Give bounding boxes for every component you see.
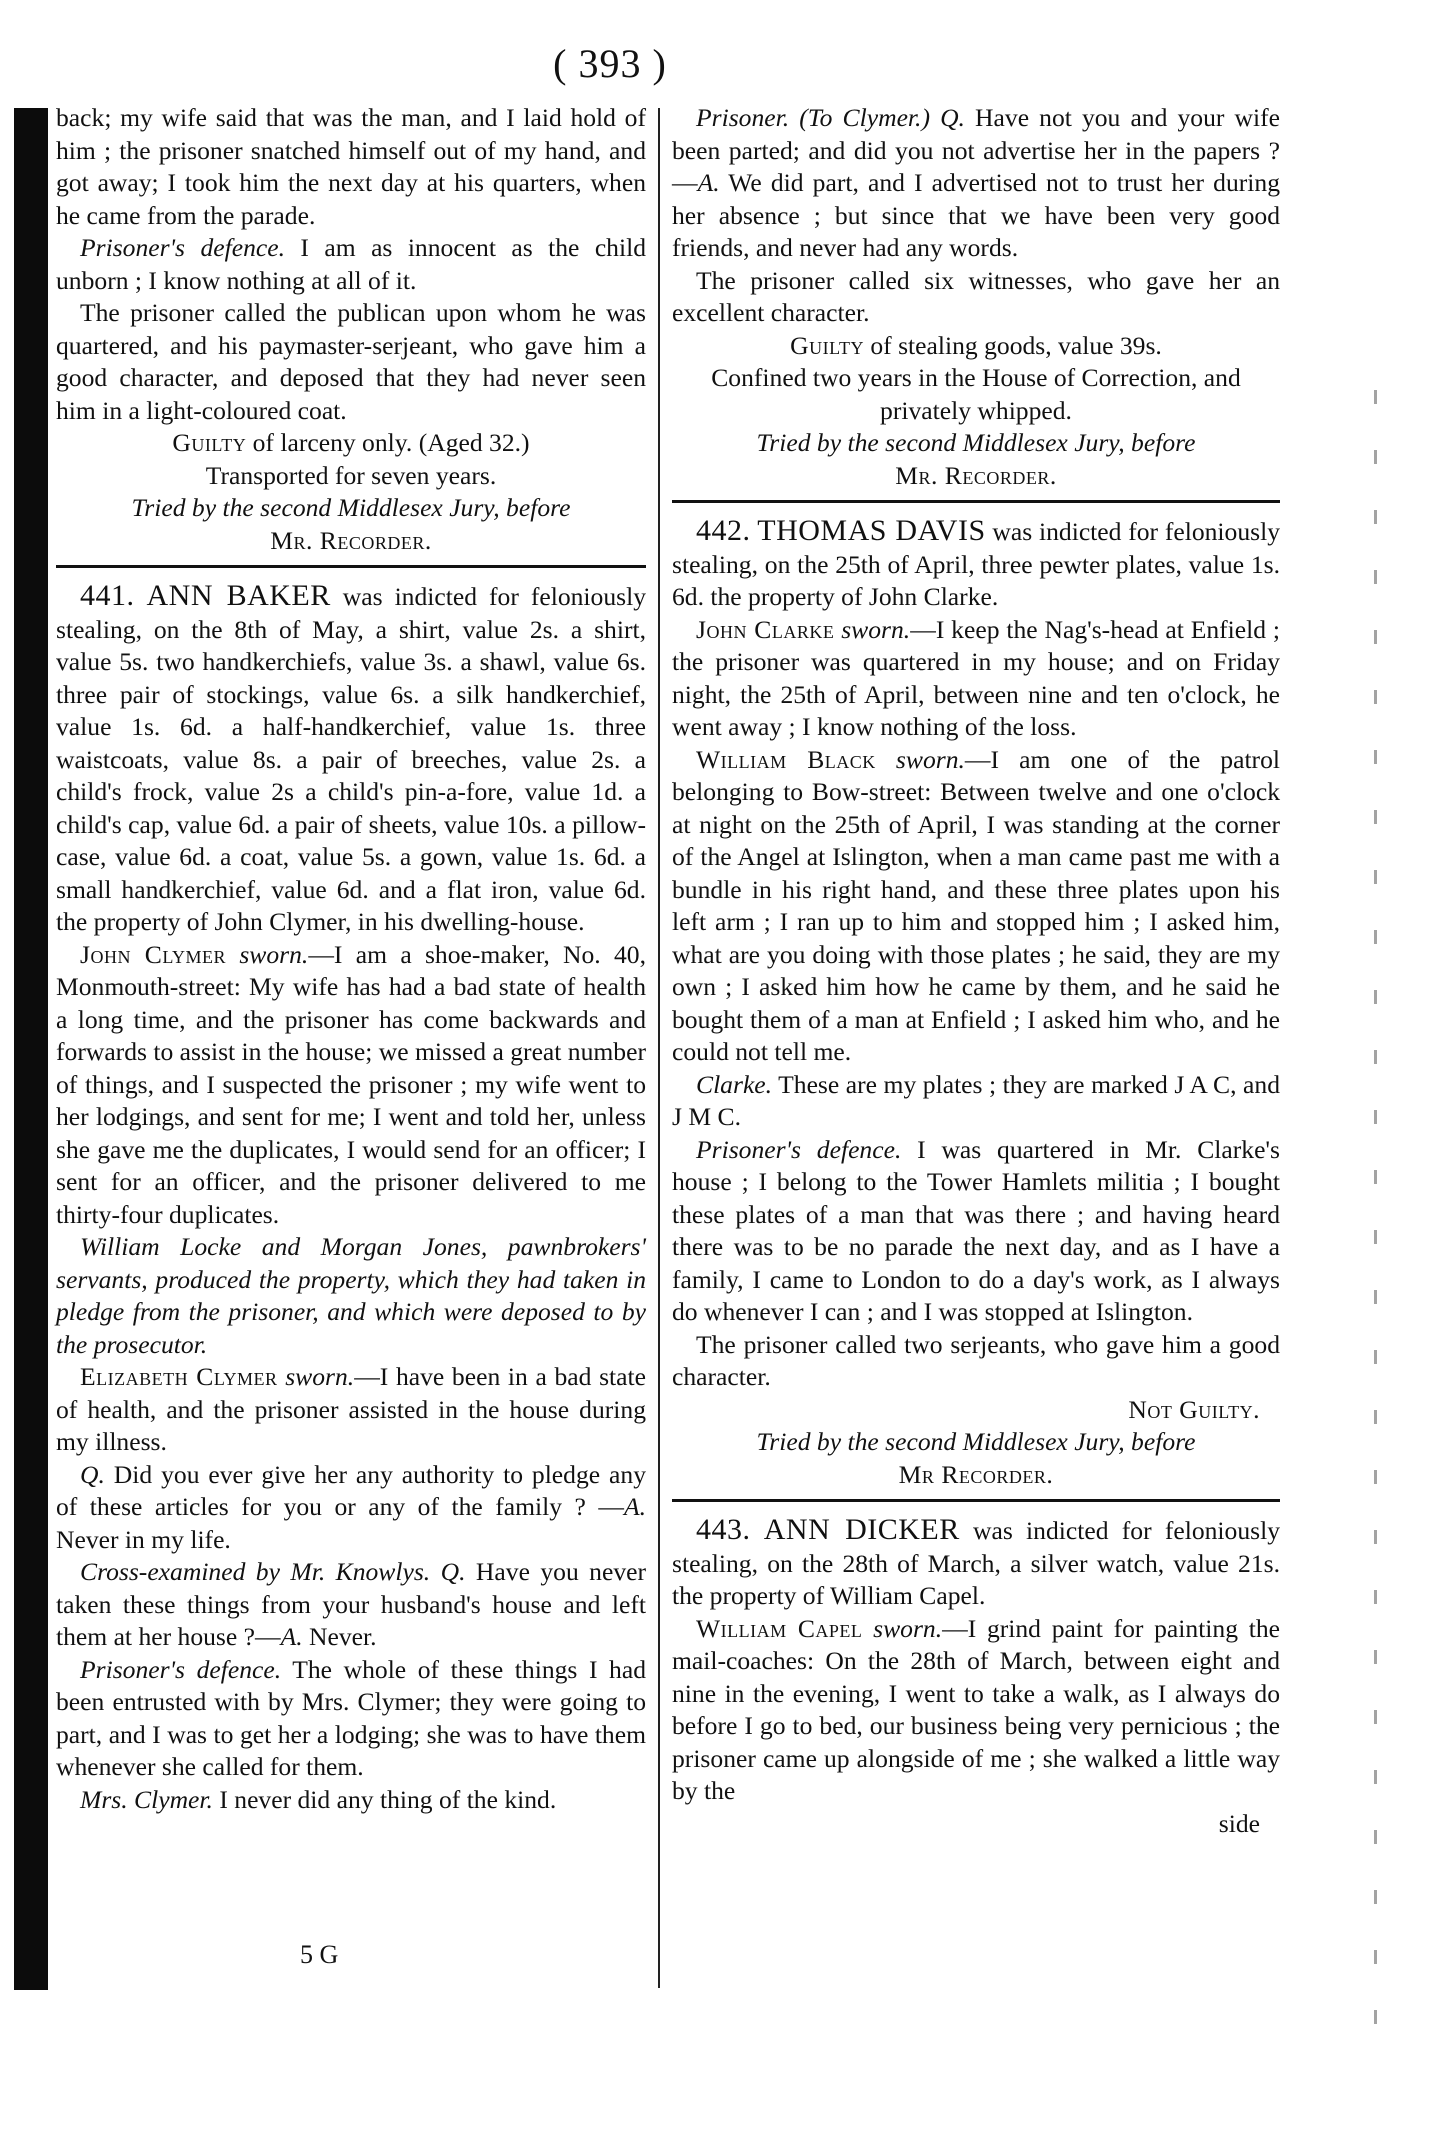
cross-examination <box>56 1556 646 1654</box>
a: A. <box>697 168 720 197</box>
prisoner-defence <box>672 1134 1280 1329</box>
sworn: sworn. <box>862 1613 943 1643</box>
answer: Never in my life. <box>56 1524 231 1554</box>
case-number: 443. <box>696 1513 751 1546</box>
case-441 <box>56 580 646 939</box>
answer: Never. <box>302 1622 377 1651</box>
text: I never did any thing of the kind. <box>212 1784 557 1814</box>
sworn: sworn. <box>875 744 965 774</box>
label: Prisoner's defence. <box>80 1654 282 1684</box>
text: —I am one of the patrol belonging to Bow-street: Between twelve and one o'clock at night on the 25th of April, I was standing at the corner of the Angel at Islington, when a man came past me with a bundle in his right hand, and these three plates upon his left arm ; I ran up to him and stopped him ; I asked him, what are you doing with those plates ; he said, they are my own ; I asked him how he came by them, and he said he bought them of a man at Enfield ; I asked him who, and he could not tell me. <box>672 744 1280 1066</box>
sworn: sworn. <box>226 939 309 969</box>
verdict-detail: of stealing goods, value 39s. <box>863 330 1162 360</box>
examination <box>672 102 1280 265</box>
statement <box>672 1069 1280 1134</box>
left-column <box>56 102 646 1816</box>
q: Q. <box>80 1459 105 1489</box>
paragraph: The prisoner called six witnesses, who gave her an excellent character. <box>672 265 1280 327</box>
indictment: was indicted for feloniously stealing, on the 8th of May, a shirt, value 2s. a shirt, value 5s. two handkerchiefs, value 3s. a shawl, value 6s. three pair of stockings, value 6s. a silk handkerchief, value 1s. 6d. a half-handkerchief, value 1s. three waistcoats, value 8s. a pair of breeches, value 2s. a child's frock, value 2s a child's pin-a-fore, value 1d. a child's cap, value 6d. a pair of sheets, value 10s. a pillow-case, value 6d. a coat, value 5s. a gown, value 1s. 6d. a small handkerchief, value 6d. and a flat iron, value 6d. the property of John Clymer, in his dwelling-house. <box>56 582 647 936</box>
witness-name: William Capel <box>696 1613 863 1643</box>
section-rule <box>672 1499 1280 1502</box>
label: Mrs. Clymer. <box>80 1784 213 1814</box>
text: —I keep the Nag's-head at Enfield ; the prisoner was quartered in my house; and on Friday night, the 25th of April, between nine and ten o'clock, he went away ; I know nothing of the loss. <box>672 614 1280 741</box>
testimony <box>672 1613 1280 1808</box>
margin-marks <box>1360 390 1390 1990</box>
column-divider <box>658 108 660 1988</box>
case-443 <box>672 1514 1280 1613</box>
text: —I am a shoe-maker, No. 40, Monmouth-street: My wife has had a bad state of health a long time, and the prisoner has come backwards and forwards to assist in the house; we missed a great number of things, and I suspected the prisoner ; my wife went to her lodgings, and sent for me; I went and told her, unless she gave me the duplicates, I would send for an officer; I sent for an officer, and the prisoner delivered to me thirty-four duplicates. <box>56 939 647 1229</box>
indictment: was indicted for feloniously stealing, on the 28th of March, a silver watch, value 21s. the property of William Capel. <box>672 1516 1280 1610</box>
q: Q. <box>430 1557 466 1586</box>
paragraph: The prisoner called the publican upon whom he was quartered, and his paymaster-serjeant, who gave him a good character, and deposed that they had never seen him in a light-coloured coat. <box>56 298 646 425</box>
prisoner-defence <box>56 1654 646 1784</box>
case-number: 441. <box>80 579 135 612</box>
case-number: 442. <box>696 514 751 547</box>
guilty: Guilty <box>172 428 247 457</box>
tried-by: Tried by the second Middlesex Jury, before <box>756 428 1196 457</box>
verdict <box>56 427 646 460</box>
witness-name: John Clarke <box>696 614 835 644</box>
catchword: side <box>1218 1808 1260 1838</box>
verdict: Not Guilty. <box>1128 1394 1260 1424</box>
text: Did you ever give her any authority to pledge any of these articles for you or any of the family ? — <box>56 1459 646 1521</box>
tried-by: Tried by the second Middlesex Jury, before <box>131 493 571 522</box>
indictment: was indicted for feloniously stealing, on the 25th of April, three pewter plates, value 1s. 6d. the property of John Clarke. <box>672 517 1281 611</box>
question <box>56 1459 646 1557</box>
testimony <box>672 614 1280 744</box>
witness-name: John Clymer <box>80 939 227 969</box>
label: Clarke. <box>696 1069 773 1099</box>
text: —I grind paint for painting the mail-coaches: On the 28th of March, between eight and nine in the evening, I went to take a walk, as I always do before I go to bed, our business being very pernicious ; the prisoner came up alongside of me ; she walked a little way by the <box>672 1613 1280 1805</box>
witness-name: Elizabeth Clymer <box>80 1362 278 1391</box>
text: The whole of these things I had been entrusted with by Mrs. Clymer; they were going to part, and I was to get her a lodging; she was to have them whenever she called for them. <box>56 1654 647 1781</box>
guilty: Guilty <box>790 330 864 360</box>
tried-by: Tried by the second Middlesex Jury, before <box>756 1427 1196 1456</box>
sentence: Transported for seven years. <box>205 460 497 490</box>
defendant-name: THOMAS DAVIS <box>757 514 986 547</box>
text: I am as innocent as the child unborn ; I know nothing at all of it. <box>56 233 646 295</box>
text: —I have been in a bad state of health, and the prisoner assisted in the house during my illness. <box>56 1362 646 1456</box>
testimony <box>56 939 646 1232</box>
sworn: sworn. <box>834 614 911 644</box>
recorder: Mr Recorder. <box>898 1459 1054 1489</box>
recorder: Mr. Recorder. <box>270 525 432 555</box>
testimony <box>56 1361 646 1459</box>
prisoner-defence <box>56 232 646 297</box>
a: A. <box>623 1492 646 1521</box>
label: Prisoner's defence. <box>80 233 285 262</box>
a: A. <box>280 1622 303 1651</box>
pawnbrokers-note: William Locke and Morgan Jones, pawnbrokers' servants, produced the property, which they had taken in pledge from the prisoner, and which were deposed to by the prosecutor. <box>56 1232 646 1359</box>
verdict-detail: of larceny only. (Aged 32.) <box>246 428 530 457</box>
case-442 <box>672 515 1280 614</box>
section-rule <box>56 565 646 568</box>
text: Have not you and your wife been parted; and did you not advertise her in the papers ?— <box>672 103 1280 197</box>
right-column <box>672 102 1280 1840</box>
defendant-name: ANN DICKER <box>763 1513 960 1546</box>
section-rule <box>672 500 1280 503</box>
statement <box>56 1784 646 1817</box>
book-spine-shadow <box>14 108 48 1990</box>
page-number: ( 393 ) <box>553 41 667 86</box>
sentence: Confined two years in the House of Correction, and privately whipped. <box>711 363 1241 425</box>
verdict <box>672 330 1280 363</box>
testimony <box>672 744 1280 1069</box>
witness-name: William Black <box>696 744 876 774</box>
text: Have you never taken these things from your husband's house and left them at her house ?— <box>56 1557 646 1651</box>
recorder: Mr. Recorder. <box>895 460 1057 490</box>
paragraph: The prisoner called two serjeants, who gave him a good character. <box>672 1329 1280 1391</box>
answer: We did part, and I advertised not to trust her during her absence ; but since that we have been very good friends, and never had any words. <box>672 168 1280 262</box>
defendant-name: ANN BAKER <box>146 579 331 612</box>
text: I was quartered in Mr. Clarke's house ; I belong to the Tower Hamlets militia ; I bought these plates of a man that was there ; and having heard there was to be no parade the next day, and as I have a family, I came to London to do a day's work, as I always do whenever I can ; and I was stopped at Islington. <box>672 1134 1280 1326</box>
text: These are my plates ; they are marked J A C, and J M C. <box>672 1069 1280 1131</box>
paragraph: back; my wife said that was the man, and I laid hold of him ; the prisoner snatched himself out of my hand, and got away; I took him the next day at his quarters, when he came from the parade. <box>56 103 646 230</box>
label: Cross-examined by Mr. Knowlys. <box>80 1557 431 1586</box>
signature-mark: 5 G <box>300 1940 339 1969</box>
sworn: sworn. <box>277 1362 355 1391</box>
label: Prisoner. (To Clymer.) Q. <box>696 103 965 132</box>
label: Prisoner's defence. <box>696 1134 902 1164</box>
